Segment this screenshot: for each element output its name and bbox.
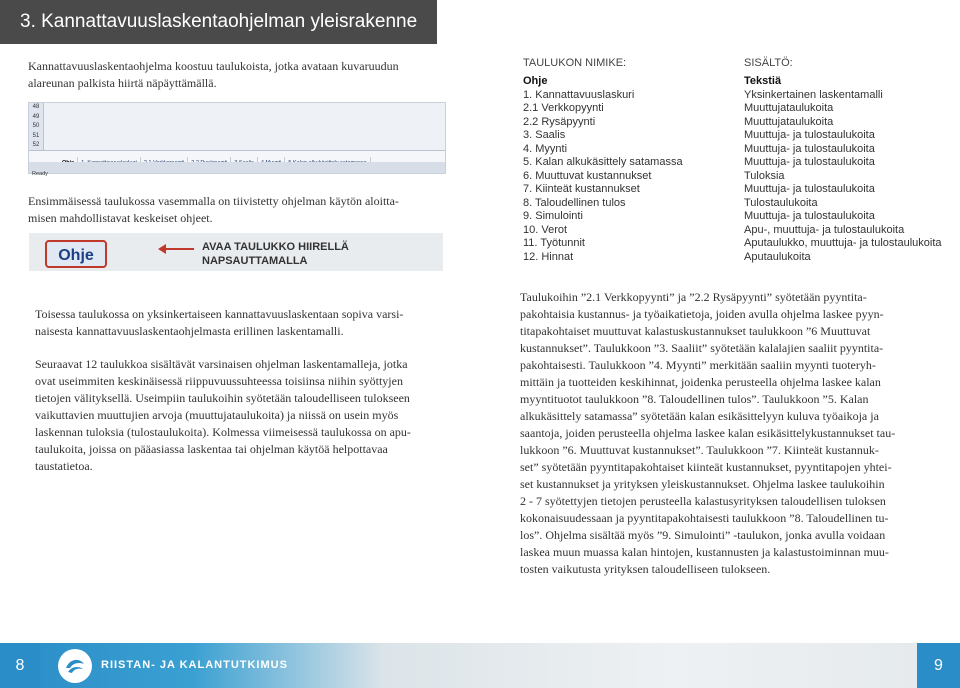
table-cell-name: 7. Kiinteät kustannukset [523, 183, 640, 195]
table-cell-content: Muuttuja- ja tulostaulukoita [744, 142, 875, 155]
organization-name: RIISTAN- JA KALANTUTKIMUS [101, 659, 288, 671]
table-cell-name: Ohje [523, 75, 548, 87]
row-number: 51 [32, 132, 40, 139]
table-cell-name: 12. Hinnat [523, 250, 574, 263]
body-line: myyntituotot taulukkoon ”8. Taloudellinen tulos”. Taulukkoon ”5. Kalan [520, 392, 869, 406]
page-title: 3. Kannattavuuslaskentaohjelman yleisrakenne [20, 11, 418, 32]
body-line: tietojen välityksellä. Useimpiin taulukoihin syötetään taloudelliseen tulokseen [35, 391, 410, 405]
body-line: vaikuttavien muuttujien arvoja (muuttujataulukoita) ja niissä on usein myös [35, 408, 399, 422]
body-line: titapakohtaiset muuttuvat kalastuskustannukset taulukkoon ”6 Muuttuvat [520, 324, 871, 338]
table-cell-name: 3. Saalis [523, 129, 566, 141]
body-line: tosten vaikutusta yrityksen taloudelliseen tulokseen. [520, 562, 771, 576]
intro-line-4: misen mahdollistavat keskeiset ohjeet. [28, 211, 213, 225]
row-number: 48 [32, 104, 40, 110]
table-cell-name: 5. Kalan alkukäsittely satamassa [523, 156, 683, 168]
table-cell-content: Muuttuja- ja tulostaulukoita [744, 183, 875, 195]
intro-line-1: Kannattavuuslaskentaohjelma koostuu taulukoista, jotka avataan kuvaruudun [28, 59, 399, 73]
status-bar [29, 162, 445, 177]
table-cell-name: 10. Verot [523, 223, 568, 236]
excel-screenshot [28, 102, 446, 177]
body-line: lukkoon ”6. Muuttuvat kustannukset”. Taulukkoon ”7. Kiinteät kustannuk- [520, 443, 879, 457]
body-line: Seuraavat 12 taulukkoa sisältävät varsinaisen ohjelman laskentamalleja, jotka [35, 357, 408, 371]
body-line: set” syötetään pyyntitapakohtaiset kiinteät kustannukset, pyyntitapojen yhtei- [520, 460, 892, 474]
table-cell-name: 4. Myynti [523, 142, 568, 155]
table-header-name: TAULUKON NIMIKE: [523, 57, 627, 69]
table-cell-content: Tulostaulukoita [744, 196, 818, 209]
status-text: Ready [32, 171, 48, 177]
fish-mark-icon [64, 656, 86, 676]
table-cell-content: Yksinkertainen laskentamalli [744, 88, 883, 101]
table-cell-content: Aputaulukko, muuttuja- ja tulostaulukoita [744, 237, 942, 249]
table-cell-content: Tekstiä [744, 75, 782, 87]
body-line: laskea muun muassa kalan hintojen, kustannusten ja kalastustoiminnan muu- [520, 545, 889, 559]
ohje-button: Ohje [45, 240, 107, 268]
table-cell-name: 2.1 Verkkopyynti [523, 102, 604, 114]
table-cell-content: Muuttuja- ja tulostaulukoita [744, 129, 875, 141]
table-cell-content: Aputaulukoita [744, 250, 811, 263]
page-number-left: 8 [0, 643, 40, 688]
body-line: taustatietoa. [35, 459, 93, 473]
body-line: los”. Ohjelma sisältää myös ”9. Simulointi” -taulukon, jonka avulla voidaan [520, 528, 886, 542]
table-cell-content: Tuloksia [744, 169, 785, 182]
intro-line-2: alareunan palkista hiirtä näpäyttämällä. [28, 76, 217, 90]
intro-line-3: Ensimmäisessä taulukossa vasemmalla on tiivistetty ohjelman käytön aloitta- [28, 194, 399, 208]
table-cell-content: Muuttujataulukoita [744, 115, 834, 128]
body-line: saantoja, joiden perusteella ohjelma laskee kalan esikäsittelykustannukset tau- [520, 426, 896, 440]
body-line: 2 - 7 syötettyjen tietojen perusteella kalastusyrityksen taloudellisen tuloksen [520, 494, 886, 508]
body-line: set kustannukset ja yrityksen yleiskustannukset. Ohjelma laskee taulukoihin [520, 477, 885, 491]
body-line: Taulukoihin ”2.1 Verkkopyynti” ja ”2.2 Rysäpyynti” syötetään pyyntita- [520, 290, 867, 304]
body-line: naisesta kannattavuuslaskentaohjelmasta erillinen laskentamalli. [35, 324, 344, 338]
table-cell-name: 1. Kannattavuuslaskuri [523, 88, 635, 101]
arrow-shaft [162, 248, 194, 250]
body-line: kustannukset”. Taulukkoon ”3. Saaliit” syötetään kalalajien saaliit pyyntita- [520, 341, 884, 355]
row-number: 50 [32, 123, 40, 130]
ohje-caption [202, 240, 349, 268]
right-paragraph [520, 289, 935, 578]
table-cell-content: Muuttuja- ja tulostaulukoita [744, 210, 875, 222]
table-cell-name: 9. Simulointi [523, 210, 583, 222]
sheet-content-column [744, 75, 942, 264]
table-cell-name: 6. Muuttuvat kustannukset [523, 169, 652, 182]
table-cell-name: 2.2 Rysäpyynti [523, 115, 596, 128]
row-number: 52 [32, 142, 40, 149]
body-line: pakohtaisesti. Taulukkoon ”4. Myynti” merkitään saaliin myynti tuoteryh- [520, 358, 876, 372]
table-cell-content: Muuttujataulukoita [744, 102, 834, 114]
body-line: mittäin ja tuotteiden keskihinnat, joidenka perusteella ohjelma laskee kalan [520, 375, 881, 389]
page-number-right: 9 [917, 643, 960, 688]
left-paragraph-2 [35, 356, 445, 475]
table-cell-name: 8. Taloudellinen tulos [523, 196, 626, 209]
table-cell-name: 11. Työtunnit [523, 237, 585, 249]
row-number: 49 [32, 113, 40, 120]
body-line: kokonaisuudessaan ja pyyntitapakohtaisesti taulukkoon ”8. Taloudellinen tu- [520, 511, 889, 525]
ohje-caption-line-1: AVAA TAULUKKO HIIRELLÄ [202, 241, 349, 253]
ohje-caption-line-2: NAPSAUTTAMALLA [202, 255, 308, 267]
body-line: Toisessa taulukossa on yksinkertaiseen kannattavuuslaskentaan sopiva varsi- [35, 307, 404, 321]
body-line: pakohtaisia kustannus- ja työaikatietoja, joiden avulla ohjelma laskee pyyn- [520, 307, 884, 321]
table-cell-content: Apu-, muuttuja- ja tulostaulukoita [744, 223, 905, 236]
body-line: ovat useimmiten keskinäisessä riippuvuussuhteessa toisiinsa niihin syöttyjen [35, 374, 403, 388]
left-paragraph-1 [35, 306, 445, 340]
table-header-content: SISÄLTÖ: [744, 57, 793, 69]
body-line: taulukoita, joissa on pääasiassa laskentaa tai ohjelman käytöä helpottavaa [35, 442, 388, 456]
body-line: laskennan tuloksia (tulostaulukoita). Kolmessa viimeisessä taulukossa on apu- [35, 425, 411, 439]
table-cell-content: Muuttuja- ja tulostaulukoita [744, 156, 875, 168]
body-line: alkukäsittely satamassa” syötetään kalan esikäsittelyyn kuluva työaikoja ja [520, 409, 879, 423]
sheet-name-column [523, 75, 683, 264]
